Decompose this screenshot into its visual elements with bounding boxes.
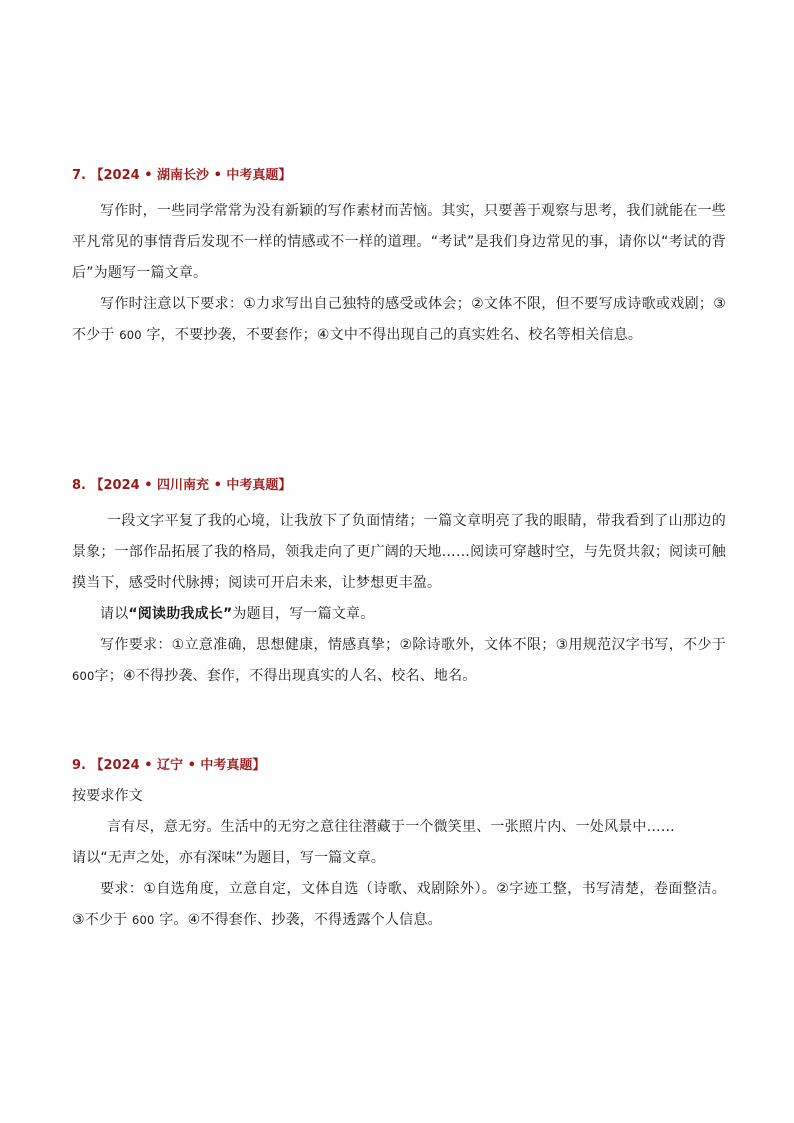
question-8-topic: “阅读助我成长” xyxy=(128,606,233,622)
question-9-material: 言有尽，意无穷。生活中的无穷之意往往潜藏于一个微笑里、一张照片内、一处风景中…… xyxy=(107,819,675,835)
question-9-req-b: 字。④不得套作、抄袭，不得透露个人信息。 xyxy=(159,912,442,928)
question-7-prompt: 写作时，一些同学常常为没有新颖的写作素材而苦恼。其实，只要善于观察与思考，我们就能在一些平凡常见的事情背后发现不一样的情感或不一样的道理。“考试”是我们身边常见的事，请你以“考试的背后”为题写一篇文章。 xyxy=(72,203,726,281)
question-8-requirements xyxy=(72,630,726,692)
question-8-word-count: 600 xyxy=(72,669,95,683)
question-8-prompt-b: 为题目，写一篇文章。 xyxy=(232,606,375,622)
question-8 xyxy=(72,476,726,692)
question-9-title: 9. 【2024 • 辽宁 • 中考真题】 xyxy=(72,758,266,773)
question-8-body xyxy=(72,506,726,692)
question-9 xyxy=(72,756,726,936)
question-9-instruction: 按要求作文 xyxy=(72,788,143,804)
question-9-word-count: 600 xyxy=(132,913,155,927)
question-8-req-a: 写作要求：①立意准确，思想健康，情感真挚；②除诗歌外，文体不限；③用规范汉字书写，不少于 xyxy=(100,637,726,653)
question-8-material: 一段文字平复了我的心境，让我放下了负面情绪；一篇文章明亮了我的眼睛，带我看到了山那边的景象；一部作品拓展了我的格局，领我走向了更广阔的天地……阅读可穿越时空，与先贤共叙；阅读可触摸当下，感受时代脉搏；阅读可开启未来，让梦想更丰盈。 xyxy=(72,513,726,591)
question-7-body xyxy=(72,196,726,351)
question-8-req-b: 字；④不得抄袭、套作，不得出现真实的人名、校名、地名。 xyxy=(94,668,477,684)
question-8-prompt xyxy=(72,599,726,630)
question-7-req-b: 字，不要抄袭，不要套作；④文中不得出现自己的真实姓名、校名等相关信息。 xyxy=(146,327,643,343)
question-9-body xyxy=(72,781,726,936)
question-9-req-a: 要求：①自选角度，立意自定，文体自选（诗歌、戏剧除外）。②字迹工整，书写清楚，卷面整洁。③不少于 xyxy=(72,881,726,928)
question-9-prompt: 请以“无声之处，亦有深味”为题目，写一篇文章。 xyxy=(72,850,386,866)
question-9-requirements xyxy=(72,874,726,936)
question-7-req-a: 写作时注意以下要求：①力求写出自己独特的感受或体会；②文体不限，但不要写成诗歌或戏剧；③不少于 xyxy=(72,296,726,343)
question-8-title: 8. 【2024 • 四川南充 • 中考真题】 xyxy=(72,478,292,493)
question-7 xyxy=(72,166,726,351)
question-8-prompt-a: 请以 xyxy=(100,606,129,622)
question-7-word-count: 600 xyxy=(119,328,142,342)
question-7-title: 7. 【2024 • 湖南长沙 • 中考真题】 xyxy=(72,168,292,183)
question-7-requirements xyxy=(72,289,726,351)
